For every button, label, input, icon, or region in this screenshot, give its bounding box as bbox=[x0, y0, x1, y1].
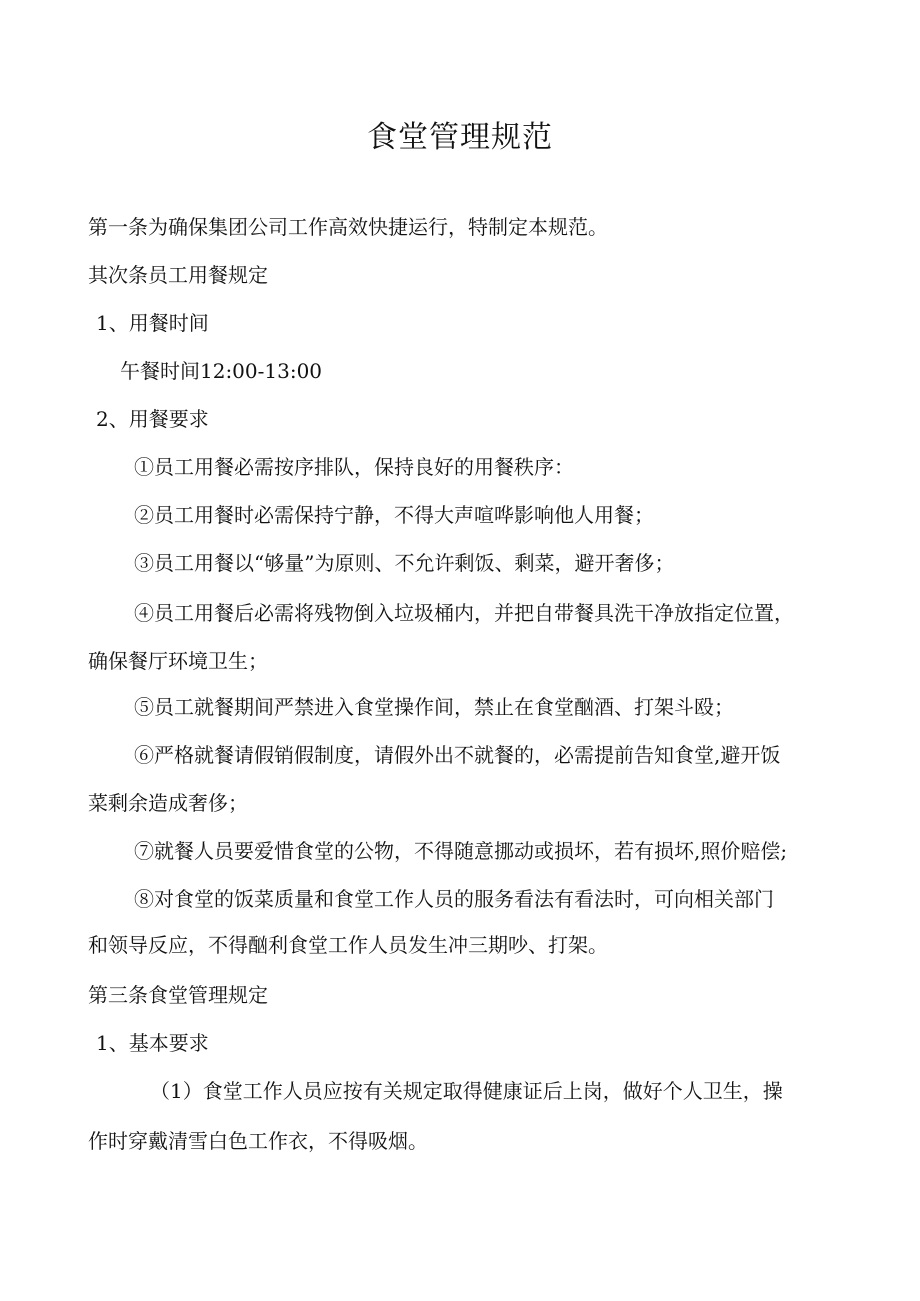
article-3-heading: 第三条食堂管理规定 bbox=[88, 983, 268, 1007]
section-basic-requirements: 1、基本要求 bbox=[96, 1031, 209, 1055]
rule-4-line-1: ④员工用餐后必需将残物倒入垃圾桶内，并把自带餐具洗干净放指定位置， bbox=[134, 601, 794, 625]
section-meal-requirements: 2、用餐要求 bbox=[96, 407, 209, 431]
rule-3: ③员工用餐以“够量”为原则、不允许剩饭、剩菜，避开奢侈； bbox=[134, 551, 675, 575]
rule-6-line-1: ⑥严格就餐请假销假制度，请假外出不就餐的，必需提前告知食堂,避开饭 bbox=[134, 743, 781, 767]
requirement-1-line-1: （1）食堂工作人员应按有关规定取得健康证后上岗，做好个人卫生，操 bbox=[150, 1079, 783, 1103]
rule-4-line-2: 确保餐厅环境卫生； bbox=[88, 649, 268, 673]
rule-1: ①员工用餐必需按序排队，保持良好的用餐秩序： bbox=[134, 455, 574, 479]
article-1: 第一条为确保集团公司工作高效快捷运行，特制定本规范。 bbox=[88, 215, 608, 239]
lunch-time: 午餐时间12:00-13:00 bbox=[120, 359, 323, 383]
rule-5: ⑤员工就餐期间严禁进入食堂操作间，禁止在食堂酗酒、打架斗殴； bbox=[134, 695, 734, 719]
article-2-heading: 其次条员工用餐规定 bbox=[88, 263, 268, 287]
rule-8-line-2: 和领导反应，不得酗利食堂工作人员发生冲三期吵、打架。 bbox=[88, 933, 608, 957]
rule-2: ②员工用餐时必需保持宁静，不得大声喧哗影响他人用餐； bbox=[134, 503, 654, 527]
rule-8-line-1: ⑧对食堂的饭菜质量和食堂工作人员的服务看法有看法时，可向相关部门 bbox=[134, 887, 774, 911]
section-meal-time: 1、用餐时间 bbox=[96, 311, 209, 335]
requirement-1-line-2: 作时穿戴清雪白色工作衣，不得吸烟。 bbox=[88, 1129, 428, 1153]
document-title: 食堂管理规范 bbox=[367, 120, 553, 155]
rule-7: ⑦就餐人员要爱惜食堂的公物，不得随意挪动或损坏，若有损坏,照价赔偿; bbox=[134, 839, 788, 863]
rule-6-line-2: 菜剩余造成奢侈； bbox=[88, 791, 248, 815]
